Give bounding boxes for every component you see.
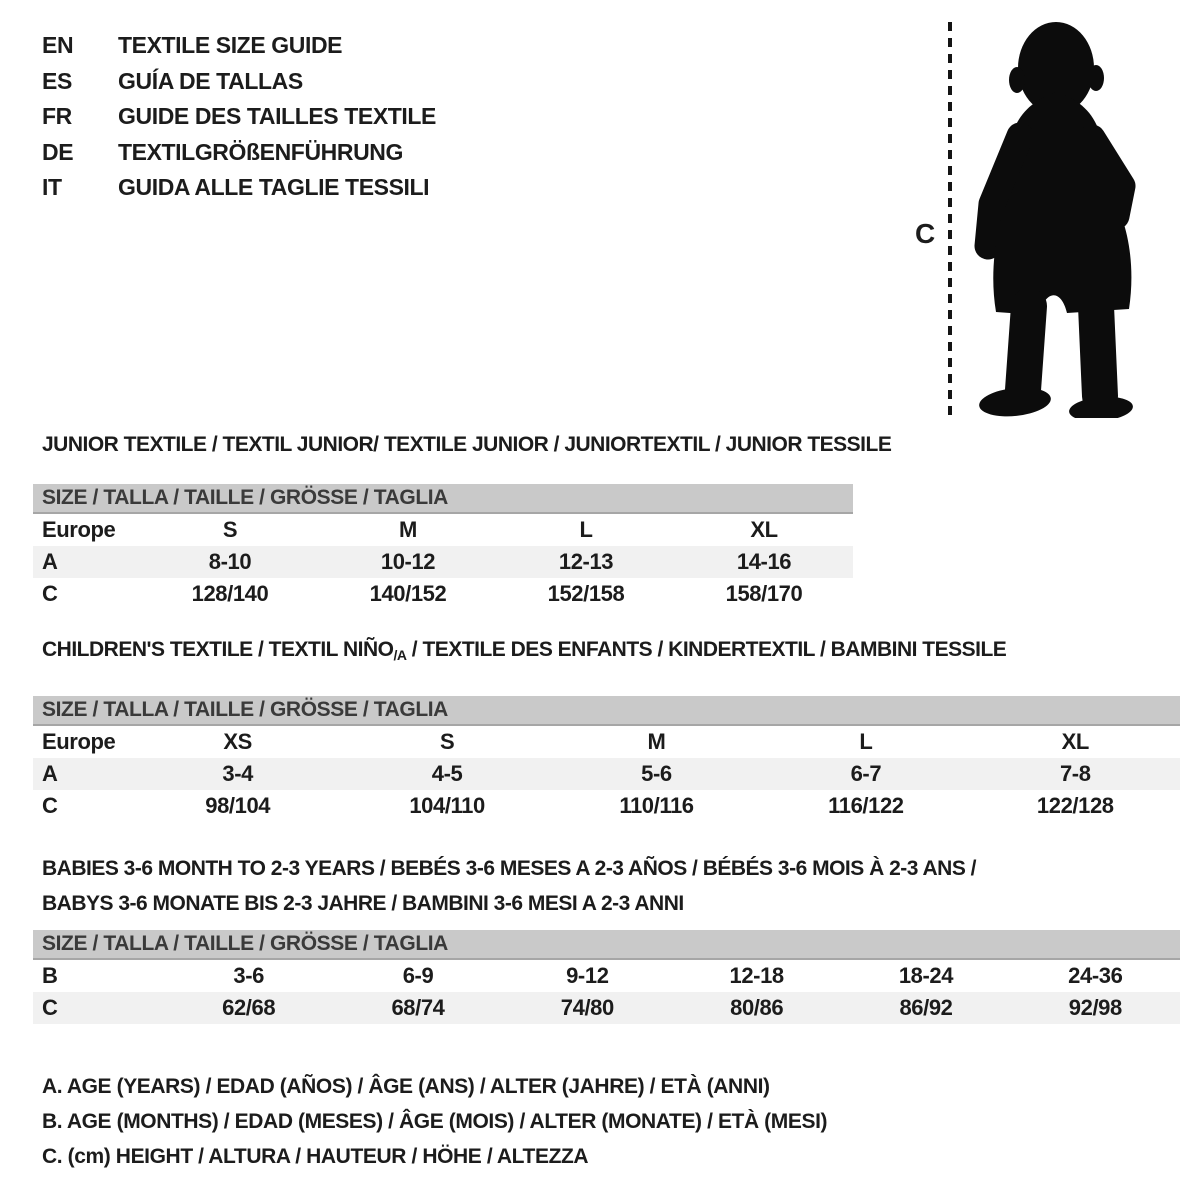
language-heading-block xyxy=(42,28,436,206)
lang-row-it xyxy=(42,170,436,206)
toddler-silhouette-icon xyxy=(960,18,1152,418)
table-cell: 6-7 xyxy=(850,761,882,786)
table-cell: 128/140 xyxy=(191,581,269,606)
lang-row-fr xyxy=(42,99,436,135)
size-header-bar: SIZE / TALLA / TAILLE / GRÖSSE / TAGLIA xyxy=(33,696,1180,726)
table-cell: XL xyxy=(1061,729,1089,754)
lang-row-es xyxy=(42,64,436,100)
table-cell: 98/104 xyxy=(205,793,271,818)
lang-code: FR xyxy=(42,103,72,129)
section-babies-textile xyxy=(33,851,1180,1024)
table-row xyxy=(33,992,1180,1024)
row-label: A xyxy=(42,761,58,786)
table-cell: 74/80 xyxy=(560,995,614,1020)
row-label: A xyxy=(42,549,58,574)
table-cell: XL xyxy=(750,517,778,542)
row-label: Europe xyxy=(42,517,116,542)
table-row xyxy=(33,726,1180,758)
table-row xyxy=(33,546,853,578)
lang-label: TEXTILGRÖßENFÜHRUNG xyxy=(118,138,403,165)
table-cell: 158/170 xyxy=(725,581,803,606)
junior-size-table xyxy=(33,514,853,610)
table-cell: 4-5 xyxy=(431,761,463,786)
table-cell: 3-6 xyxy=(233,963,264,988)
lang-label: TEXTILE SIZE GUIDE xyxy=(118,32,343,58)
measure-legend xyxy=(33,1069,827,1174)
row-label: C xyxy=(42,793,58,818)
table-cell: 12-18 xyxy=(729,963,784,988)
height-dashed-line xyxy=(948,22,952,420)
section-children-textile xyxy=(33,638,1180,822)
legend-line-a: A. AGE (YEARS) / EDAD (AÑOS) / ÂGE (ANS) / ALTER (JAHRE) / ETÀ (ANNI) xyxy=(42,1075,770,1098)
row-label: C xyxy=(42,995,58,1020)
children-size-table xyxy=(33,726,1180,822)
table-cell: S xyxy=(222,517,238,542)
lang-code: DE xyxy=(42,138,74,165)
size-header-bar: SIZE / TALLA / TAILLE / GRÖSSE / TAGLIA xyxy=(33,930,1180,960)
title-part: CHILDREN'S TEXTILE / TEXTIL NIÑO xyxy=(42,638,394,661)
lang-label: GUIDE DES TAILLES TEXTILE xyxy=(118,103,436,129)
section-junior-textile xyxy=(33,433,892,610)
height-measure-figure xyxy=(905,16,1165,426)
table-cell: 104/110 xyxy=(409,793,485,818)
title-part: / TEXTILE DES ENFANTS / KINDERTEXTIL / BAMBINI TESSILE xyxy=(406,638,1007,661)
lang-label: GUÍA DE TALLAS xyxy=(118,67,303,94)
table-cell: 86/92 xyxy=(899,995,953,1020)
table-cell: 7-8 xyxy=(1059,761,1091,786)
lang-code: ES xyxy=(42,67,72,94)
lang-code: EN xyxy=(42,32,74,58)
section-title xyxy=(33,851,1180,921)
lang-code: IT xyxy=(42,174,62,200)
table-cell: 12-13 xyxy=(558,549,614,574)
table-cell: 8-10 xyxy=(208,549,252,574)
table-cell: 68/74 xyxy=(391,995,445,1020)
legend-line-b: B. AGE (MONTHS) / EDAD (MESES) / ÂGE (MOIS) / ALTER (MONATE) / ETÀ (MESI) xyxy=(42,1110,828,1133)
table-cell: 10-12 xyxy=(380,549,436,574)
table-cell: 18-24 xyxy=(898,963,954,988)
table-cell: L xyxy=(859,729,873,754)
table-cell: L xyxy=(579,517,593,542)
table-row xyxy=(33,514,853,546)
table-cell: M xyxy=(647,729,666,754)
table-cell: 9-12 xyxy=(566,963,609,988)
toddler-silhouette-shapes xyxy=(978,22,1134,418)
table-cell: 140/152 xyxy=(369,581,447,606)
title-subscript: /A xyxy=(393,647,407,663)
table-cell: XS xyxy=(223,729,252,754)
section-title: JUNIOR TEXTILE / TEXTIL JUNIOR/ TEXTILE JUNIOR / JUNIORTEXTIL / JUNIOR TESSILE xyxy=(42,433,892,456)
table-row xyxy=(33,758,1180,790)
title-line-2: BABYS 3-6 MONATE BIS 2-3 JAHRE / BAMBINI 3-6 MESI A 2-3 ANNI xyxy=(42,892,684,915)
table-cell: 80/86 xyxy=(730,995,784,1020)
section-title xyxy=(33,638,1180,667)
lang-row-de xyxy=(42,135,436,171)
table-cell: 24-36 xyxy=(1068,963,1123,988)
lang-row-en xyxy=(42,28,436,64)
table-cell: 62/68 xyxy=(222,995,276,1020)
table-cell: S xyxy=(439,729,455,754)
height-measure-label: C xyxy=(915,218,936,249)
table-cell: M xyxy=(399,517,417,542)
table-cell: 3-4 xyxy=(222,761,253,786)
size-header-bar: SIZE / TALLA / TAILLE / GRÖSSE / TAGLIA xyxy=(33,484,853,514)
legend-line-c: C. (cm) HEIGHT / ALTURA / HAUTEUR / HÖHE / ALTEZZA xyxy=(42,1145,589,1168)
row-label: C xyxy=(42,581,58,606)
lang-label: GUIDA ALLE TAGLIE TESSILI xyxy=(118,174,430,200)
table-cell: 110/116 xyxy=(619,793,694,818)
table-cell: 5-6 xyxy=(641,761,672,786)
table-row xyxy=(33,578,853,610)
table-row xyxy=(33,960,1180,992)
row-label: Europe xyxy=(42,729,116,754)
table-cell: 122/128 xyxy=(1036,793,1114,818)
table-row xyxy=(33,790,1180,822)
table-cell: 92/98 xyxy=(1068,995,1122,1020)
table-cell: 14-16 xyxy=(736,549,792,574)
table-cell: 152/158 xyxy=(547,581,625,606)
row-label: B xyxy=(42,963,58,988)
babies-size-table xyxy=(33,960,1180,1024)
table-cell: 116/122 xyxy=(828,793,904,818)
table-cell: 6-9 xyxy=(402,963,434,988)
title-line-1: BABIES 3-6 MONTH TO 2-3 YEARS / BEBÉS 3-6 MESES A 2-3 AÑOS / BÉBÉS 3-6 MOIS À 2-3 ANS / xyxy=(42,857,977,880)
